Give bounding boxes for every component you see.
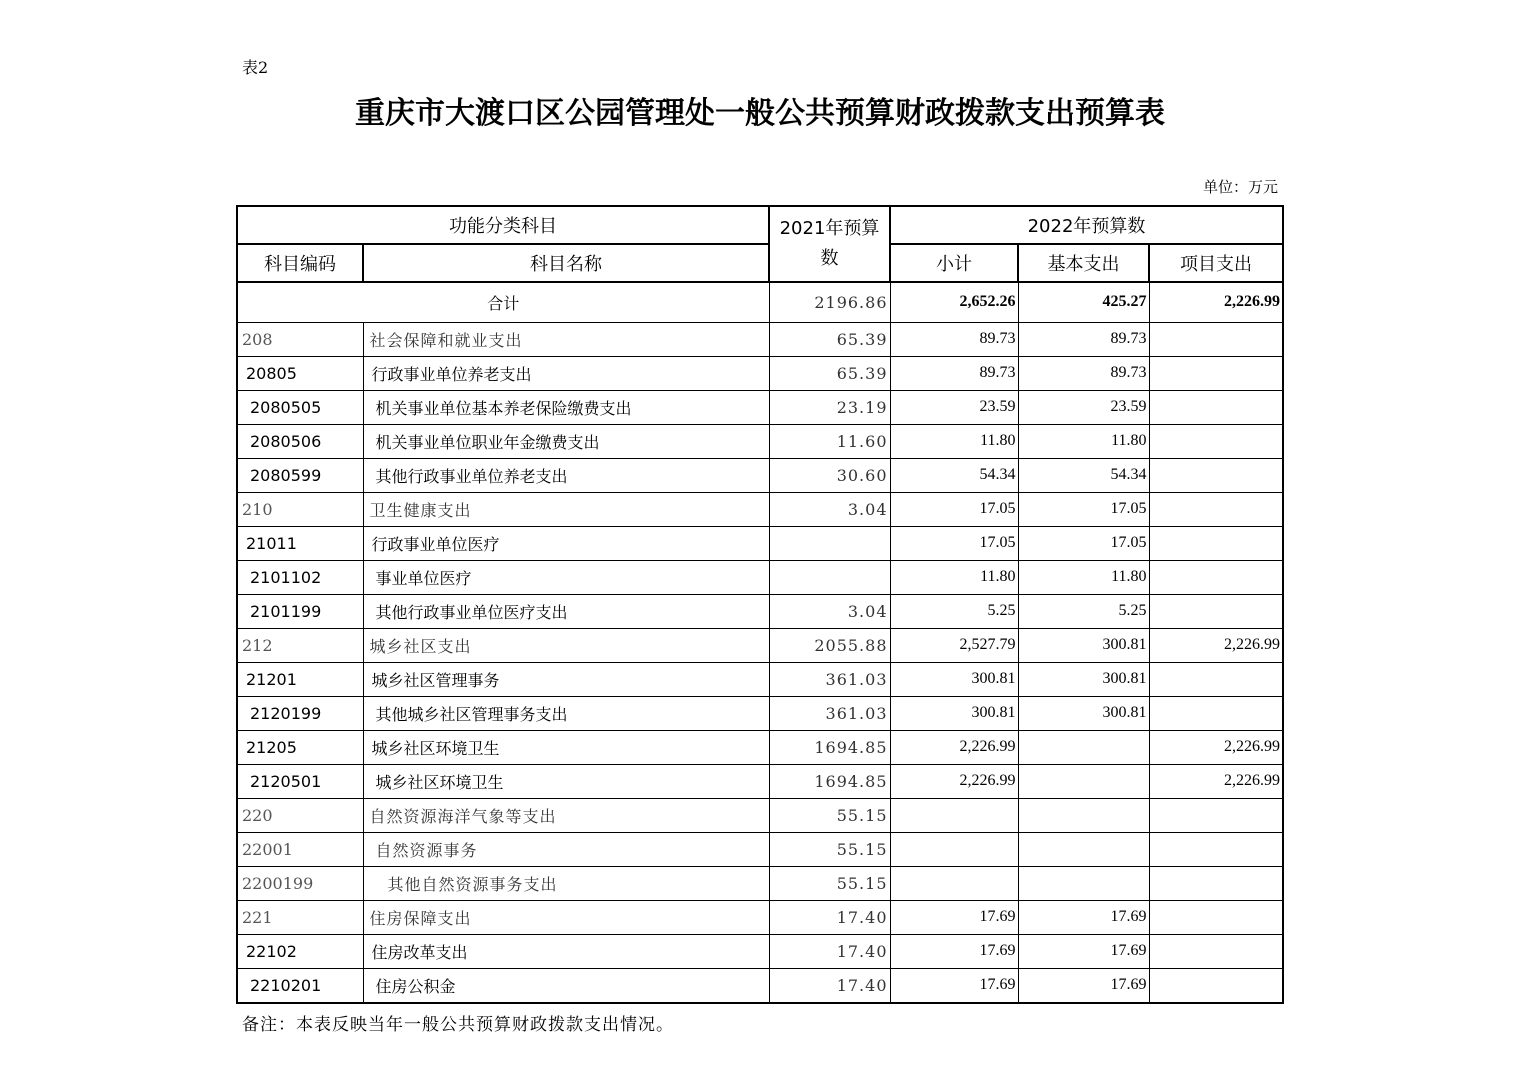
table-row: [237, 594, 1283, 628]
row-prev: 3.04: [769, 594, 890, 628]
row-subtotal: 17.69: [890, 934, 1018, 968]
row-prev: 65.39: [769, 356, 890, 390]
table-row: [237, 356, 1283, 390]
table-row: [237, 560, 1283, 594]
row-prev: 30.60: [769, 458, 890, 492]
row-subtotal: 2,226.99: [890, 764, 1018, 798]
row-subtotal: 23.59: [890, 390, 1018, 424]
row-name: 行政事业单位养老支出: [363, 356, 769, 390]
row-prev: 17.40: [769, 934, 890, 968]
table-row: [237, 832, 1283, 866]
row-basic: 23.59: [1018, 390, 1149, 424]
row-project: [1149, 526, 1283, 560]
row-prev: 361.03: [769, 696, 890, 730]
row-prev: 55.15: [769, 866, 890, 900]
row-project: [1149, 662, 1283, 696]
header-project: 项目支出: [1149, 244, 1283, 282]
row-project: 2,226.99: [1149, 730, 1283, 764]
row-prev: 55.15: [769, 798, 890, 832]
row-basic: [1018, 798, 1149, 832]
row-name: 住房改革支出: [363, 934, 769, 968]
row-basic: [1018, 730, 1149, 764]
row-basic: [1018, 832, 1149, 866]
table-row: [237, 798, 1283, 832]
row-code: 21201: [237, 662, 363, 696]
table-row: [237, 390, 1283, 424]
row-code: 210: [237, 492, 363, 526]
row-name: 城乡社区环境卫生: [363, 764, 769, 798]
row-name: 城乡社区管理事务: [363, 662, 769, 696]
row-project: [1149, 594, 1283, 628]
header-basic: 基本支出: [1018, 244, 1149, 282]
row-basic: 300.81: [1018, 628, 1149, 662]
row-basic: 300.81: [1018, 662, 1149, 696]
table-row: [237, 968, 1283, 1003]
table-row: [237, 900, 1283, 934]
header-subtotal: 小计: [890, 244, 1018, 282]
row-prev: [769, 560, 890, 594]
row-basic: 11.80: [1018, 424, 1149, 458]
row-name: 其他行政事业单位养老支出: [363, 458, 769, 492]
row-code: 2080599: [237, 458, 363, 492]
table-row: [237, 730, 1283, 764]
row-subtotal: 5.25: [890, 594, 1018, 628]
row-code: 2210201: [237, 968, 363, 1003]
total-basic: 425.27: [1018, 282, 1149, 322]
row-code: 22001: [237, 832, 363, 866]
row-name: 机关事业单位职业年金缴费支出: [363, 424, 769, 458]
row-name: 卫生健康支出: [363, 492, 769, 526]
row-code: 221: [237, 900, 363, 934]
row-code: 212: [237, 628, 363, 662]
row-code: 208: [237, 322, 363, 356]
page-title: 重庆市大渡口区公园管理处一般公共预算财政拨款支出预算表: [355, 96, 1165, 131]
row-basic: 5.25: [1018, 594, 1149, 628]
total-project: 2,226.99: [1149, 282, 1283, 322]
row-prev: 1694.85: [769, 730, 890, 764]
row-project: [1149, 356, 1283, 390]
row-name: 自然资源海洋气象等支出: [363, 798, 769, 832]
row-basic: [1018, 764, 1149, 798]
row-code: 2080505: [237, 390, 363, 424]
row-basic: 17.69: [1018, 934, 1149, 968]
row-subtotal: 17.69: [890, 968, 1018, 1003]
row-name: 事业单位医疗: [363, 560, 769, 594]
header-cur-year: 2022年预算数: [890, 206, 1283, 244]
row-subtotal: 300.81: [890, 696, 1018, 730]
total-label: 合计: [237, 282, 769, 322]
total-subtotal: 2,652.26: [890, 282, 1018, 322]
row-subtotal: [890, 866, 1018, 900]
row-subtotal: 2,226.99: [890, 730, 1018, 764]
header-prev-year-text: 2021年预算数: [779, 218, 880, 269]
row-prev: 1694.85: [769, 764, 890, 798]
row-subtotal: [890, 798, 1018, 832]
table-row: [237, 424, 1283, 458]
unit-label: 单位：万元: [1202, 178, 1278, 196]
table-row: [237, 492, 1283, 526]
header-name: 科目名称: [363, 244, 769, 282]
row-code: 2101199: [237, 594, 363, 628]
row-code: 2080506: [237, 424, 363, 458]
row-name: 城乡社区支出: [363, 628, 769, 662]
row-project: [1149, 560, 1283, 594]
row-project: 2,226.99: [1149, 628, 1283, 662]
row-project: [1149, 424, 1283, 458]
table-row: [237, 458, 1283, 492]
row-subtotal: 89.73: [890, 322, 1018, 356]
row-name: 机关事业单位基本养老保险缴费支出: [363, 390, 769, 424]
table-row: [237, 764, 1283, 798]
row-code: 220: [237, 798, 363, 832]
row-subtotal: 17.05: [890, 526, 1018, 560]
row-prev: 11.60: [769, 424, 890, 458]
header-func-group: 功能分类科目: [237, 206, 769, 244]
row-project: [1149, 900, 1283, 934]
row-project: [1149, 832, 1283, 866]
row-name: 城乡社区环境卫生: [363, 730, 769, 764]
row-project: [1149, 798, 1283, 832]
row-subtotal: 17.69: [890, 900, 1018, 934]
table-row: [237, 696, 1283, 730]
header-prev-year: [769, 206, 890, 282]
row-name: 住房保障支出: [363, 900, 769, 934]
row-code: 22102: [237, 934, 363, 968]
total-row: [237, 282, 1283, 322]
row-code: 2120501: [237, 764, 363, 798]
table-row: [237, 934, 1283, 968]
row-name: 其他城乡社区管理事务支出: [363, 696, 769, 730]
row-project: [1149, 934, 1283, 968]
row-basic: 54.34: [1018, 458, 1149, 492]
table-row: [237, 322, 1283, 356]
row-project: 2,226.99: [1149, 764, 1283, 798]
header-code: 科目编码: [237, 244, 363, 282]
row-basic: 17.05: [1018, 492, 1149, 526]
row-project: [1149, 696, 1283, 730]
row-prev: 17.40: [769, 968, 890, 1003]
row-prev: 17.40: [769, 900, 890, 934]
row-name: 其他自然资源事务支出: [363, 866, 769, 900]
table-row: [237, 866, 1283, 900]
table-row: [237, 628, 1283, 662]
row-project: [1149, 968, 1283, 1003]
row-project: [1149, 458, 1283, 492]
row-name: 自然资源事务: [363, 832, 769, 866]
row-code: 21011: [237, 526, 363, 560]
row-subtotal: 89.73: [890, 356, 1018, 390]
table-row: [237, 662, 1283, 696]
row-subtotal: 300.81: [890, 662, 1018, 696]
row-name: 社会保障和就业支出: [363, 322, 769, 356]
row-basic: 300.81: [1018, 696, 1149, 730]
table-number: 表2: [242, 58, 269, 77]
row-subtotal: 17.05: [890, 492, 1018, 526]
row-basic: 89.73: [1018, 356, 1149, 390]
row-basic: 17.69: [1018, 968, 1149, 1003]
row-prev: 55.15: [769, 832, 890, 866]
row-project: [1149, 492, 1283, 526]
row-prev: 2055.88: [769, 628, 890, 662]
row-prev: [769, 526, 890, 560]
row-subtotal: 2,527.79: [890, 628, 1018, 662]
total-prev: 2196.86: [769, 282, 890, 322]
row-prev: 23.19: [769, 390, 890, 424]
row-project: [1149, 866, 1283, 900]
row-subtotal: 11.80: [890, 560, 1018, 594]
row-subtotal: 54.34: [890, 458, 1018, 492]
row-name: 住房公积金: [363, 968, 769, 1003]
row-prev: 3.04: [769, 492, 890, 526]
row-name: 行政事业单位医疗: [363, 526, 769, 560]
row-basic: 17.69: [1018, 900, 1149, 934]
table-row: [237, 526, 1283, 560]
row-basic: 17.05: [1018, 526, 1149, 560]
row-code: 20805: [237, 356, 363, 390]
row-code: 21205: [237, 730, 363, 764]
row-code: 2120199: [237, 696, 363, 730]
row-name: 其他行政事业单位医疗支出: [363, 594, 769, 628]
row-subtotal: 11.80: [890, 424, 1018, 458]
row-subtotal: [890, 832, 1018, 866]
row-code: 2200199: [237, 866, 363, 900]
row-prev: 361.03: [769, 662, 890, 696]
row-project: [1149, 390, 1283, 424]
row-basic: 11.80: [1018, 560, 1149, 594]
row-code: 2101102: [237, 560, 363, 594]
budget-table: [236, 205, 1284, 1004]
footnote: 备注：本表反映当年一般公共预算财政拨款支出情况。: [242, 1015, 674, 1035]
row-prev: 65.39: [769, 322, 890, 356]
row-basic: [1018, 866, 1149, 900]
row-basic: 89.73: [1018, 322, 1149, 356]
row-project: [1149, 322, 1283, 356]
